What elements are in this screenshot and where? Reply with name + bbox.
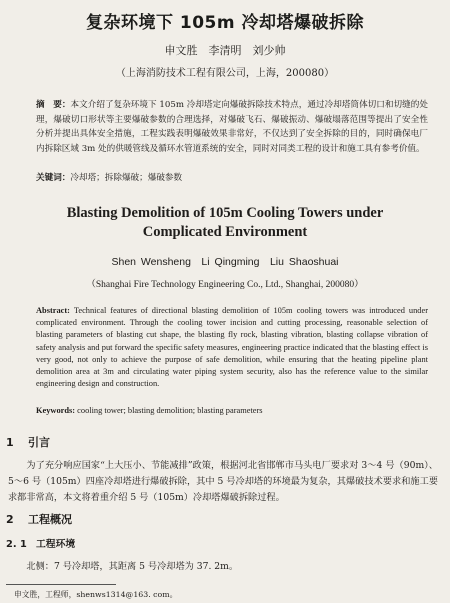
section-number-1: 1 [6, 436, 14, 449]
keywords-en [36, 405, 428, 417]
keywords-en-text: cooling tower; blasting demolition; blasting parameters [77, 406, 263, 415]
subsection-number-2-1: 2. 1 [6, 539, 27, 550]
section-heading-1 [6, 434, 50, 450]
section-body-1: 为了充分响应国家“上大压小、节能减排”政策，根据河北省邯郸市马头电厂要求对 3～4 号（90m）、5～6 号（105m）四座冷却塔进行爆破拆除，其中 5 号冷却塔的环境最为复杂，其爆破技术要求和施工要求都非常高，本文将着重介绍 5 号（105m）冷却塔爆破拆除过程。 [8, 460, 438, 503]
footnote-divider [6, 584, 116, 585]
abstract-en-label: Abstract: [36, 306, 70, 315]
section-number-2: 2 [6, 513, 14, 526]
section-title-2: 工程概况 [28, 513, 72, 526]
authors-en: Shen Wensheng Li Qingming Liu Shaoshuai [111, 256, 339, 268]
subsection-title-2-1: 工程环境 [36, 539, 76, 550]
authors-cn: 申文胜 李清明 刘少帅 [164, 44, 286, 57]
paper-title-en [20, 204, 430, 242]
subsection-body-2-1: 北侧：7 号冷却塔，其距离 5 号冷却塔为 37. 2m。 [26, 561, 239, 572]
affiliation-en: （Shanghai Fire Technology Engineering Co., Ltd., Shanghai, 200080） [86, 280, 364, 290]
footnote: 申文胜，工程师，shenws1314@163. com。 [14, 590, 178, 599]
paper-title-en-line2: Complicated Environment [142, 224, 308, 240]
abstract-en [36, 305, 428, 390]
abstract-cn-text: 本文介绍了复杂环境下 105m 冷却塔定向爆破拆除技术特点，通过冷却塔筒体切口和切缝的处理，爆破切口形状等主要爆破参数的合理选择，对爆破飞石、爆破振动、爆破塌落范围等提出了安全性分析并提出具体安全措施，工程实践表明爆破效果非常好，不仅达到了安全拆除的目的，同时确保电厂内拆除区域 3m 处的供暖管线及循环水管道系统的安全，同时对同类工程的设计和施工具有参考价值。 [36, 100, 428, 154]
keywords-cn [36, 172, 428, 184]
subsection-heading-2-1 [6, 536, 75, 550]
keywords-en-label: Keywords: [36, 406, 76, 415]
affiliation-cn: （上海消防技术工程有限公司，上海，200080） [115, 68, 335, 79]
abstract-en-text: Technical features of directional blasting demolition of 105m cooling towers was introduced under complicated environment. Through the cooling tower incision and cutting processing, reasonable selection of blasting parameters of blasting cut shape, the blasting fly rock, blasting vibration, blasting collapse vibration of safety analysis and put forward the specific safety measures, engineering practice indicated that the blasting effect is very good, not only to achieve the purpose of safe demolition, while ensuring that the heating pipeline plant demolition area at 3m and circulating water piping system security, also has the reference value to the similar engineering design and construction. [36, 306, 428, 389]
section-heading-2 [6, 511, 72, 527]
paper-title-en-line1: Blasting Demolition of 105m Cooling Towers under [66, 205, 384, 221]
section-title-1: 引言 [28, 436, 50, 449]
abstract-cn-label: 摘 要： [36, 100, 71, 110]
abstract-cn [36, 98, 428, 156]
paper-title-cn: 复杂环境下 105m 冷却塔爆破拆除 [85, 13, 365, 33]
keywords-cn-text: 冷却塔；拆除爆破；爆破参数 [70, 173, 183, 183]
keywords-cn-label: 关键词： [36, 173, 71, 183]
